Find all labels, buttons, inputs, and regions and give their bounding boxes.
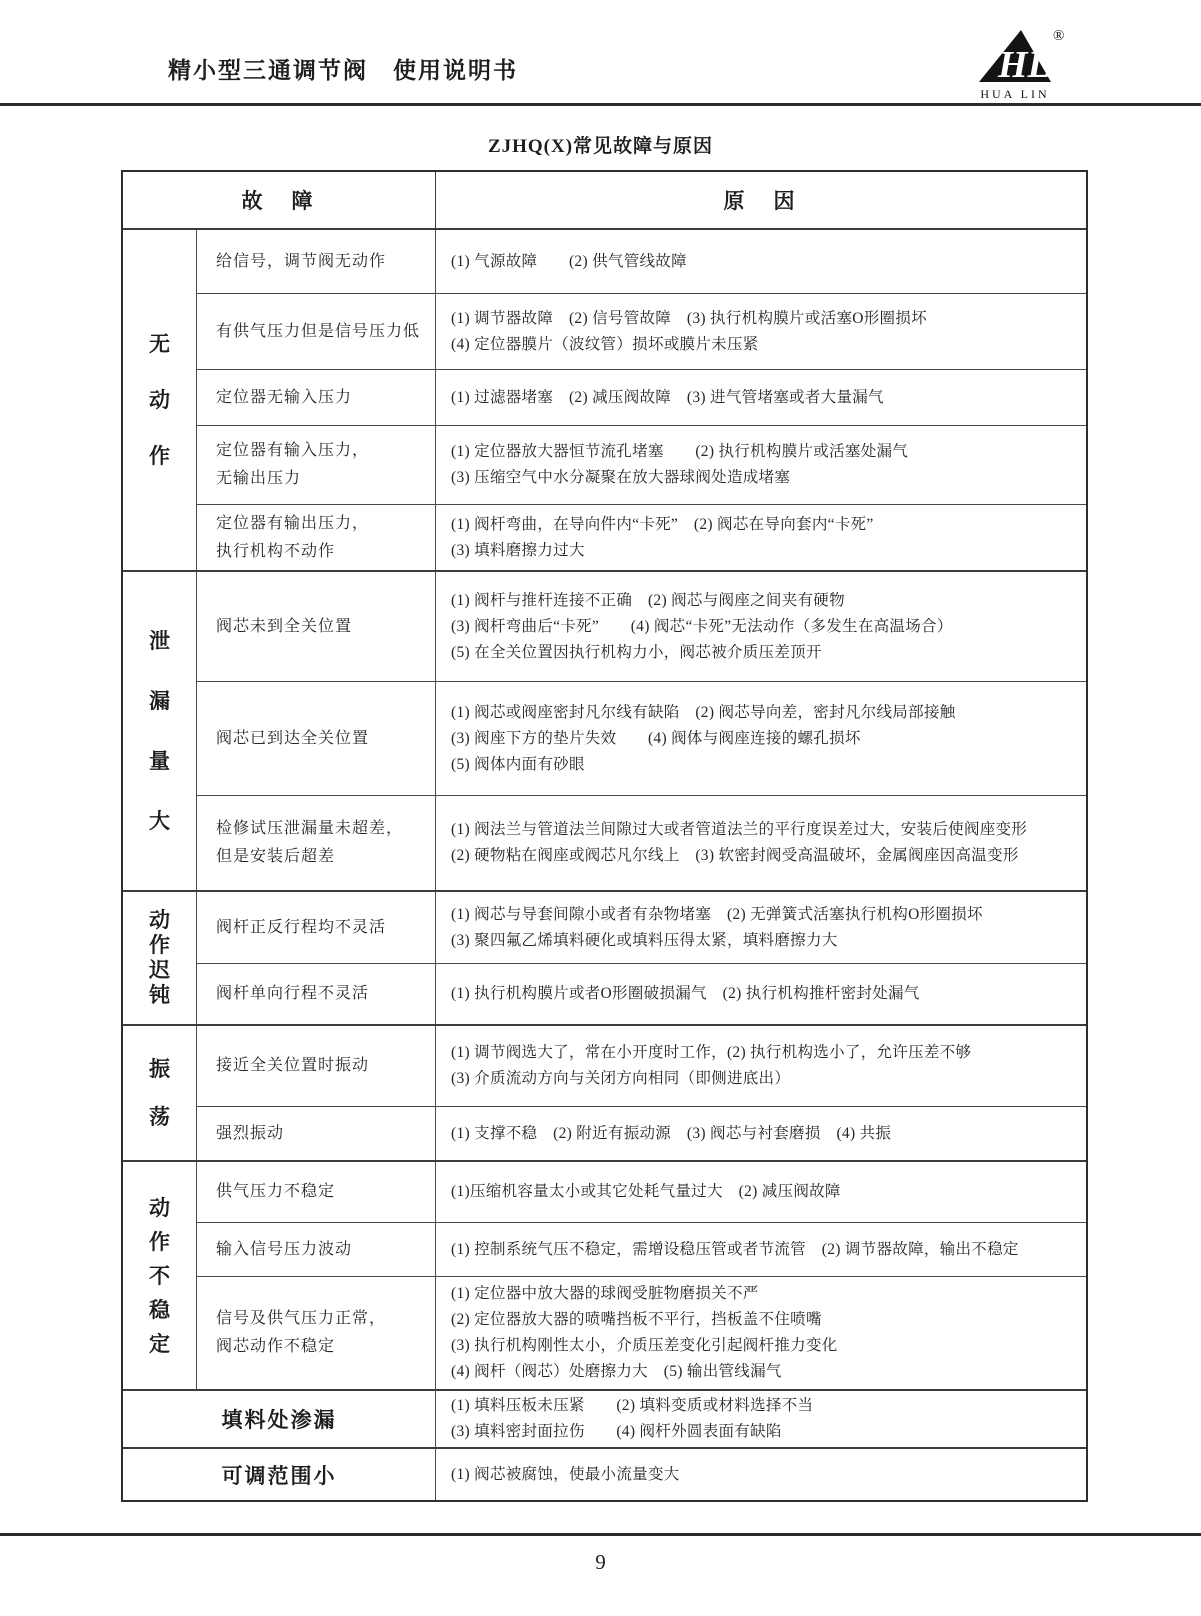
table-row — [197, 293, 1086, 369]
table-header-row — [123, 172, 1086, 230]
table-row — [197, 1276, 1086, 1389]
fault-line: 执行机构不动作 — [216, 542, 336, 560]
cause-line: (1) 执行机构膜片或者O形圈破损漏气 (2) 执行机构推杆密封处漏气 — [451, 985, 920, 1002]
fault-line: 定位器无输入压力 — [216, 388, 353, 406]
column-header-fault: 故 障 — [123, 172, 436, 228]
category-label: 动作不稳定 — [149, 1195, 170, 1356]
fault-cell — [197, 964, 436, 1024]
fault-line: 阀芯动作不稳定 — [216, 1338, 336, 1355]
fault-cell — [197, 230, 436, 293]
section-large-leakage — [123, 570, 1086, 890]
cause-line: (1) 阀芯与导套间隙小或者有杂物堵塞 (2) 无弹簧式活塞执行机构O形圈损坏 — [451, 905, 983, 923]
fault-line: 定位器有输出压力， — [216, 514, 370, 532]
fault-label: 填料处渗漏 — [123, 1391, 436, 1447]
cause-line: (3) 压缩空气中水分凝聚在放大器球阀处造成堵塞 — [451, 469, 791, 486]
section-unstable-action — [123, 1160, 1086, 1389]
page-number: 9 — [595, 1550, 606, 1574]
cause-cell — [436, 1277, 1086, 1389]
logo-monogram: HL — [998, 44, 1051, 86]
cause-cell — [436, 1391, 1086, 1447]
fault-cell — [197, 294, 436, 369]
category-cell — [123, 1162, 197, 1389]
cause-line: (3) 聚四氟乙烯填料硬化或填料压得太紧，填料磨擦力大 — [451, 931, 838, 949]
category-cell — [123, 892, 197, 1024]
cause-line: (4) 定位器膜片（波纹管）损坏或膜片未压紧 — [451, 335, 759, 353]
cause-line: (3) 阀杆弯曲后“卡死” (4) 阀芯“卡死”无法动作（多发生在高温场合） — [451, 617, 953, 635]
cause-line: (5) 阀体内面有砂眼 — [451, 755, 585, 773]
cause-cell — [436, 294, 1086, 369]
table-row — [197, 1026, 1086, 1106]
table-row — [197, 892, 1086, 963]
cause-line: (4) 阀杆（阀芯）处磨擦力大 (5) 输出管线漏气 — [451, 1363, 782, 1380]
table-row — [197, 1106, 1086, 1160]
category-label: 无动作 — [149, 332, 170, 468]
cause-cell — [436, 572, 1086, 681]
cause-cell — [436, 1026, 1086, 1106]
cause-line: (1) 填料压板未压紧 (2) 填料变质或材料选择不当 — [451, 1397, 814, 1414]
table-row — [197, 504, 1086, 570]
fault-line: 无输出压力 — [216, 470, 302, 487]
fault-line: 阀芯已到达全关位置 — [216, 729, 370, 747]
table-row — [197, 681, 1086, 795]
section-oscillation — [123, 1024, 1086, 1160]
row-small-adjustable-range — [123, 1447, 1086, 1500]
cause-cell — [436, 682, 1086, 795]
fault-cell — [197, 1107, 436, 1160]
cause-line: (1) 支撑不稳 (2) 附近有振动源 (3) 阀芯与衬套磨损 (4) 共振 — [451, 1124, 892, 1142]
cause-line: (2) 硬物粘在阀座或阀芯凡尔线上 (3) 软密封阀受高温破坏，金属阀座因高温变形 — [451, 847, 1019, 864]
cause-line: (1) 控制系统气压不稳定，需增设稳压管或者节流管 (2) 调节器故障，输出不稳定 — [451, 1240, 1019, 1258]
cause-line: (1) 气源故障 (2) 供气管线故障 — [451, 252, 687, 270]
document-title: 精小型三通调节阀 使用说明书 — [168, 58, 518, 83]
cause-cell — [436, 892, 1086, 963]
fault-line: 信号及供气压力正常， — [216, 1310, 387, 1327]
fault-line: 强烈振动 — [216, 1124, 285, 1142]
cause-line: (1) 阀杆与推杆连接不正确 (2) 阀芯与阀座之间夹有硬物 — [451, 591, 845, 609]
table-row — [197, 425, 1086, 504]
cause-line: (3) 填料磨擦力过大 — [451, 541, 585, 559]
cause-cell — [436, 1449, 1086, 1500]
cause-cell — [436, 1162, 1086, 1222]
cause-line: (1) 过滤器堵塞 (2) 减压阀故障 (3) 进气管堵塞或者大量漏气 — [451, 388, 884, 406]
cause-line: (3) 阀座下方的垫片失效 (4) 阀体与阀座连接的螺孔损坏 — [451, 729, 861, 747]
cause-line: (3) 填料密封面拉伤 (4) 阀杆外圆表面有缺陷 — [451, 1423, 782, 1440]
cause-line: (1) 调节阀选大了，常在小开度时工作，(2) 执行机构选小了，允许压差不够 — [451, 1044, 972, 1061]
hualin-logo — [965, 24, 1075, 102]
fault-line: 输入信号压力波动 — [216, 1240, 353, 1258]
category-cell — [123, 1026, 197, 1160]
section-no-action — [123, 230, 1086, 570]
cause-line: (1) 阀芯被腐蚀，使最小流量变大 — [451, 1465, 680, 1483]
fault-line: 阀芯未到全关位置 — [216, 617, 353, 635]
table-row — [197, 795, 1086, 890]
fault-cell — [197, 572, 436, 681]
table-row — [197, 572, 1086, 681]
fault-line: 阀杆单向行程不灵活 — [216, 985, 370, 1002]
table-row — [197, 1162, 1086, 1222]
fault-cell — [197, 1026, 436, 1106]
category-cell — [123, 572, 197, 890]
cause-cell — [436, 505, 1086, 570]
cause-cell — [436, 426, 1086, 504]
fault-cell — [197, 505, 436, 570]
fault-cell — [197, 426, 436, 504]
footer-divider — [0, 1533, 1201, 1536]
category-label: 动作迟钝 — [149, 908, 170, 1007]
fault-line: 供气压力不稳定 — [216, 1183, 336, 1200]
fault-line: 但是安装后超差 — [216, 848, 336, 865]
cause-cell — [436, 964, 1086, 1024]
cause-cell — [436, 1107, 1086, 1160]
fault-line: 检修试压泄漏量未超差， — [216, 820, 404, 837]
fault-cell — [197, 892, 436, 963]
header-divider — [0, 103, 1201, 106]
table-row — [197, 1222, 1086, 1276]
fault-cell — [197, 682, 436, 795]
cause-line: (3) 执行机构刚性太小，介质压差变化引起阀杆推力变化 — [451, 1337, 838, 1354]
column-header-cause: 原 因 — [723, 189, 799, 213]
fault-cause-table — [121, 170, 1088, 1502]
section-sluggish-action — [123, 890, 1086, 1024]
fault-line: 给信号，调节阀无动作 — [216, 252, 387, 270]
category-label: 振荡 — [149, 1057, 170, 1129]
cause-cell — [436, 370, 1086, 425]
category-label: 泄漏量大 — [149, 629, 170, 833]
cause-line: (1)压缩机容量太小或其它处耗气量过大 (2) 减压阀故障 — [451, 1183, 841, 1200]
table-row — [197, 369, 1086, 425]
registered-mark-icon: ® — [1053, 28, 1065, 44]
fault-line: 接近全关位置时振动 — [216, 1057, 370, 1074]
table-title: ZJHQ(X)常见故障与原因 — [487, 136, 714, 157]
table-row — [197, 230, 1086, 293]
cause-line: (1) 阀法兰与管道法兰间隙过大或者管道法兰的平行度误差过大，安装后使阀座变形 — [451, 821, 1028, 838]
fault-cell — [197, 796, 436, 890]
cause-line: (5) 在全关位置因执行机构力小，阀芯被介质压差顶开 — [451, 643, 822, 661]
cause-line: (1) 定位器中放大器的球阀受脏物磨损关不严 — [451, 1285, 759, 1302]
logo-name: HUA LIN — [980, 87, 1050, 101]
cause-line: (3) 介质流动方向与关闭方向相同（即侧进底出） — [451, 1070, 791, 1087]
row-packing-leakage — [123, 1389, 1086, 1447]
cause-line: (1) 定位器放大器恒节流孔堵塞 (2) 执行机构膜片或活塞处漏气 — [451, 443, 909, 460]
table-row — [197, 963, 1086, 1024]
cause-line: (1) 阀杆弯曲，在导向件内“卡死” (2) 阀芯在导向套内“卡死” — [451, 515, 874, 533]
fault-cell — [197, 1162, 436, 1222]
cause-cell — [436, 230, 1086, 293]
fault-cell — [197, 1223, 436, 1276]
category-cell — [123, 230, 197, 570]
cause-cell — [436, 796, 1086, 890]
cause-cell — [436, 1223, 1086, 1276]
fault-line: 定位器有输入压力， — [216, 442, 370, 459]
fault-cell — [197, 1277, 436, 1389]
fault-cell — [197, 370, 436, 425]
cause-line: (2) 定位器放大器的喷嘴挡板不平行，挡板盖不住喷嘴 — [451, 1311, 822, 1328]
fault-line: 有供气压力但是信号压力低 — [216, 322, 421, 340]
cause-line: (1) 阀芯或阀座密封凡尔线有缺陷 (2) 阀芯导向差，密封凡尔线局部接触 — [451, 703, 956, 721]
fault-line: 阀杆正反行程均不灵活 — [216, 918, 387, 936]
cause-line: (1) 调节器故障 (2) 信号管故障 (3) 执行机构膜片或活塞O形圈损坏 — [451, 309, 927, 327]
fault-label: 可调范围小 — [123, 1449, 436, 1500]
